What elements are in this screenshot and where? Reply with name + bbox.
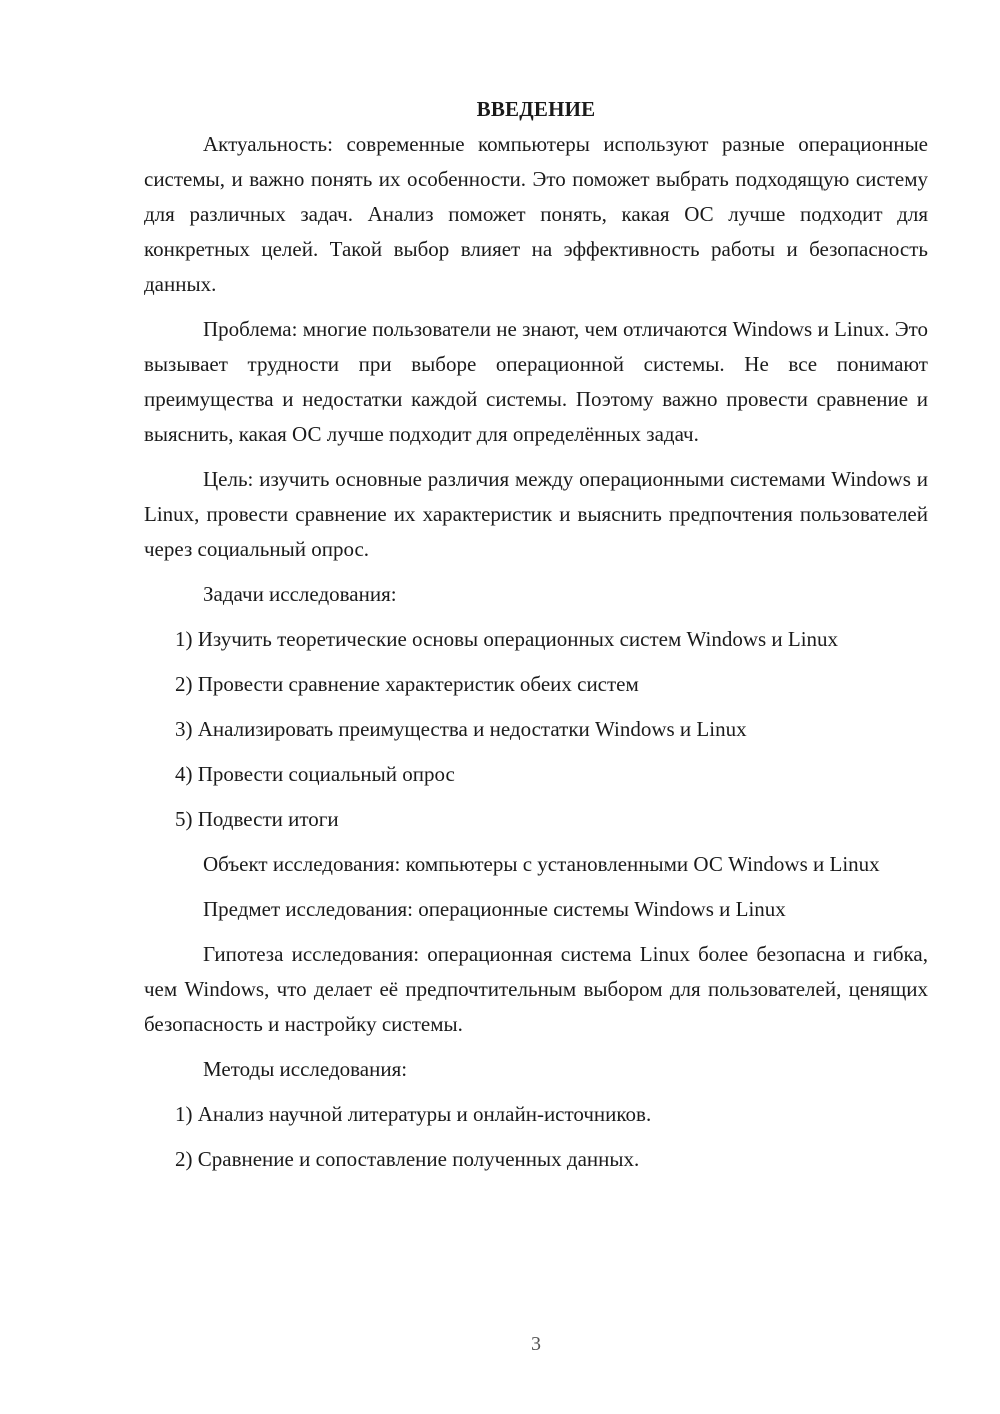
tasks-heading: Задачи исследования: <box>203 582 397 606</box>
task-item-5: 5) Подвести итоги <box>175 807 339 831</box>
paragraph-subject: Предмет исследования: операционные системы Windows и Linux <box>203 897 786 921</box>
paragraph-object: Объект исследования: компьютеры с установленными ОС Windows и Linux <box>203 852 880 876</box>
document-page <box>144 92 928 1187</box>
task-item-1: 1) Изучить теоретические основы операционных систем Windows и Linux <box>175 627 839 651</box>
task-item-2: 2) Провести сравнение характеристик обеих систем <box>175 672 639 696</box>
paragraph-hypothesis: Гипотеза исследования: операционная система Linux более безопасна и гибка, чем Windows, что делает её предпочтительным выбором для пользователей, ценящих безопасность и настройку системы. <box>144 942 928 1036</box>
paragraph-relevance: Актуальность: современные компьютеры используют разные операционные системы, и важно понять их особенности. Это поможет выбрать подходящую систему для различных задач. Анализ поможет понять, какая ОС лучше подходит для конкретных целей. Такой выбор влияет на эффективность работы и безопасность данных. <box>144 132 928 296</box>
page-number: 3 <box>531 1333 541 1355</box>
paragraph-problem: Проблема: многие пользователи не знают, чем отличаются Windows и Linux. Это вызывает трудности при выборе операционной системы. Не все понимают преимущества и недостатки каждой системы. Поэтому важно провести сравнение и выяснить, какая ОС лучше подходит для определённых задач. <box>144 317 928 446</box>
method-item-2: 2) Сравнение и сопоставление полученных данных. <box>175 1147 640 1171</box>
page-title: ВВЕДЕНИЕ <box>476 97 596 121</box>
task-item-3: 3) Анализировать преимущества и недостатки Windows и Linux <box>175 717 747 741</box>
method-item-1: 1) Анализ научной литературы и онлайн-источников. <box>175 1102 652 1126</box>
task-item-4: 4) Провести социальный опрос <box>175 762 455 786</box>
paragraph-goal: Цель: изучить основные различия между операционными системами Windows и Linux, провести сравнение их характеристик и выяснить предпочтения пользователей через социальный опрос. <box>144 467 928 561</box>
methods-heading: Методы исследования: <box>203 1057 408 1081</box>
